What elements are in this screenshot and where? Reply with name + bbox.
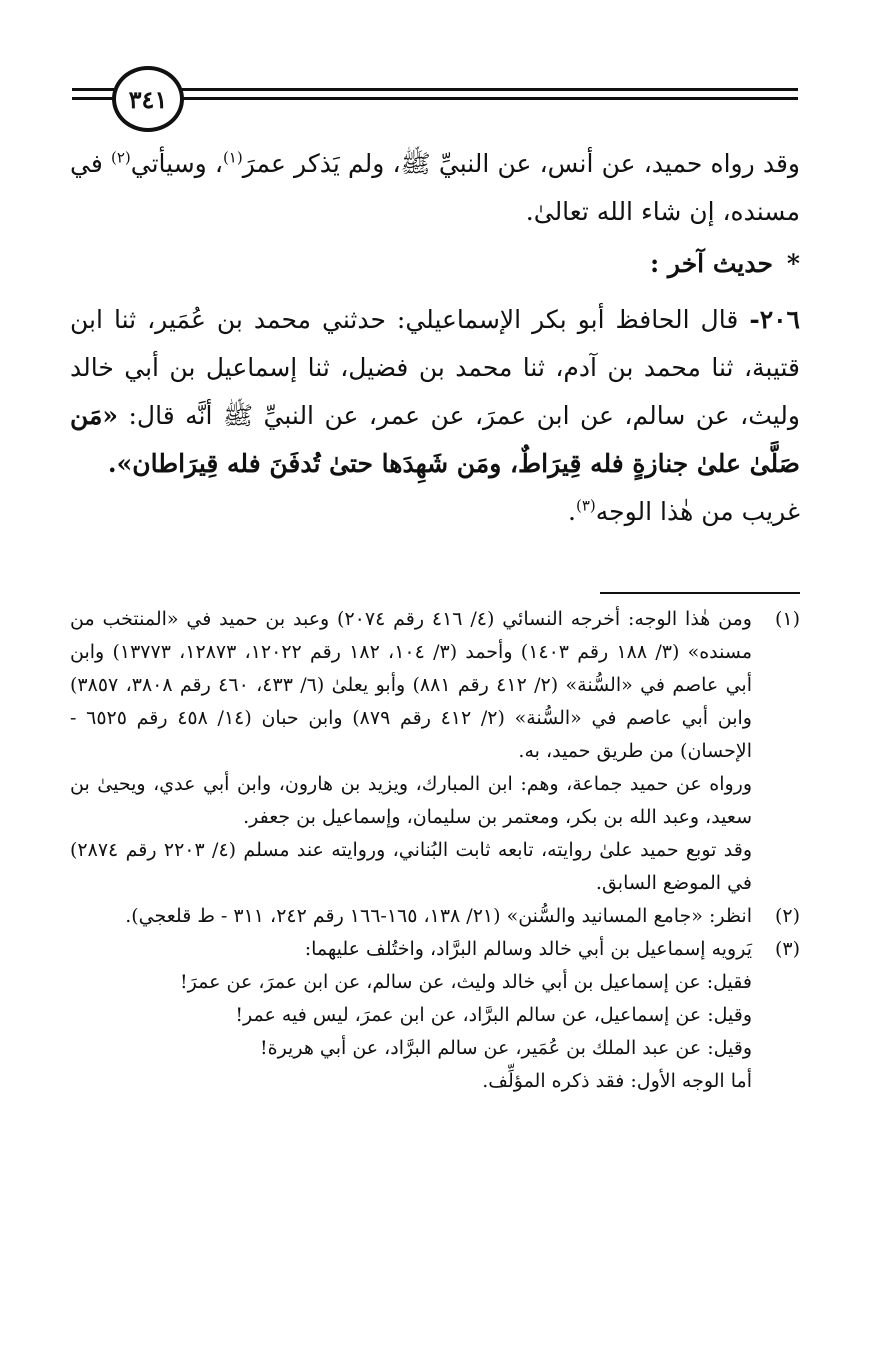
closing-line: غريب من هٰذا الوجه$^{(٣)}$. <box>568 496 800 526</box>
footnote-1-extra: ورواه عن حميد جماعة، وهم: ابن المبارك، ويزيد بن هارون، وابن أبي عدي، ويحيىٰ بن سعيد، وعبد الله بن بكر، ومعتمر بن سليمان، وإسماعيل بن جعفر. وقد توبع حميد علىٰ روايته، تابعه ثابت البُناني، وروايته عند مسلم (٤/ ٢٢٠٣ رقم ٢٨٧٤) في الموضع السابق. <box>70 773 752 894</box>
footnote-3-extra: فقيل: عن إسماعيل بن أبي خالد وليث، عن سالم، عن ابن عمرَ، عن عمرَ! وقيل: عن إسماعيل، عن سالم البرَّاد، عن ابن عمرَ، ليس فيه عمر! وقيل: عن عبد الملك بن عُمَير، عن سالم البرَّاد، عن أبي هريرة! أما الوجه الأول: فقد ذكره المؤلِّف. <box>180 971 752 1092</box>
footnote-1: (١) ومن هٰذا الوجه: أخرجه النسائي (٤/ ٤١٦ رقم ٢٠٧٤) وعبد بن حميد في «المنتخب من مسنده» (٣/ ١٨٨ رقم ١٤٠٣) وأحمد (٣/ ١٠٤، ١٨٢ رقم ١٢٠٢٢، ١٢٨٧٣، ١٣٧٧٣) وابن أبي عاصم في «السُّنة» (٢/ ٤١٢ رقم ٨٨١) وأبو يعلىٰ (٦/ ٤٣٣، ٤٦٠ رقم ٣٨٠٨، ٣٨٥٧) وابن أبي عاصم في «السُّنة» (٢/ ٤١٢ رقم ٨٧٩) وابن حبان (١٤/ ٤٥٨ رقم ٦٥٢٥ - الإحسان) من طريق حميد، به. <box>70 603 800 768</box>
footnotes <box>70 603 800 1098</box>
footnote-number: (٢) <box>774 905 800 927</box>
page-number: ٣٤١ <box>112 66 184 132</box>
hadith-number: ٢٠٦- <box>749 305 800 334</box>
page-header <box>0 0 873 130</box>
section-heading: *حديث آخر : <box>650 249 800 278</box>
hadith-matn: «مَن صَلَّىٰ علىٰ جنازةٍ فله قِيرَاطٌ، ومَن شَهِدَها حتىٰ تُدفَنَ فله قِيرَاطان». <box>70 401 800 478</box>
hadith-paragraph: ٢٠٦- قال الحافظ أبو بكر الإسماعيلي: حدثني محمد بن عُمَير، ثنا ابن قتيبة، ثنا محمد بن آدم، ثنا محمد بن فضيل، ثنا إسماعيل بن أبي خالد وليث، عن سالم، عن ابن عمرَ، عن عمر، عن النبيِّ ﷺ أنَّه قال: «مَن صَلَّىٰ علىٰ جنازةٍ فله قِيرَاطٌ، ومَن شَهِدَها حتىٰ تُدفَنَ فله قِيرَاطان». <box>70 305 800 478</box>
footnote-ref-3[interactable]: (٣) <box>575 496 596 515</box>
footnote-number: (١) <box>774 608 800 630</box>
header-rule-left-top <box>72 88 117 91</box>
footnote-divider <box>600 592 800 594</box>
footnote-ref-2[interactable]: (٢) <box>110 148 131 167</box>
footnote-2: (٢) انظر: «جامع المسانيد والسُّنن» (٢١/ ١٣٨، ١٦٥-١٦٦ رقم ٢٤٢، ٣١١ - ط قلعجي). <box>70 900 800 933</box>
footnote-3: (٣) يَرويه إسماعيل بن أبي خالد وسالم البرَّاد، واختُلف عليهما: <box>70 933 800 966</box>
header-rule-left-bottom <box>72 97 117 100</box>
intro-paragraph: وقد رواه حميد، عن أنس، عن النبيِّ ﷺ، ولم يَذكر عمرَ$^{(١)}$، وسيأتي$^{(٢)}$ في مسنده، إن شاء الله تعالىٰ. <box>70 148 800 226</box>
footnote-ref-1[interactable]: (١) <box>222 148 243 167</box>
footnote-number: (٣) <box>774 938 800 960</box>
header-rule-top <box>178 88 798 91</box>
main-text <box>70 140 800 536</box>
star-icon: * <box>786 249 800 278</box>
header-rule-bottom <box>178 97 798 100</box>
